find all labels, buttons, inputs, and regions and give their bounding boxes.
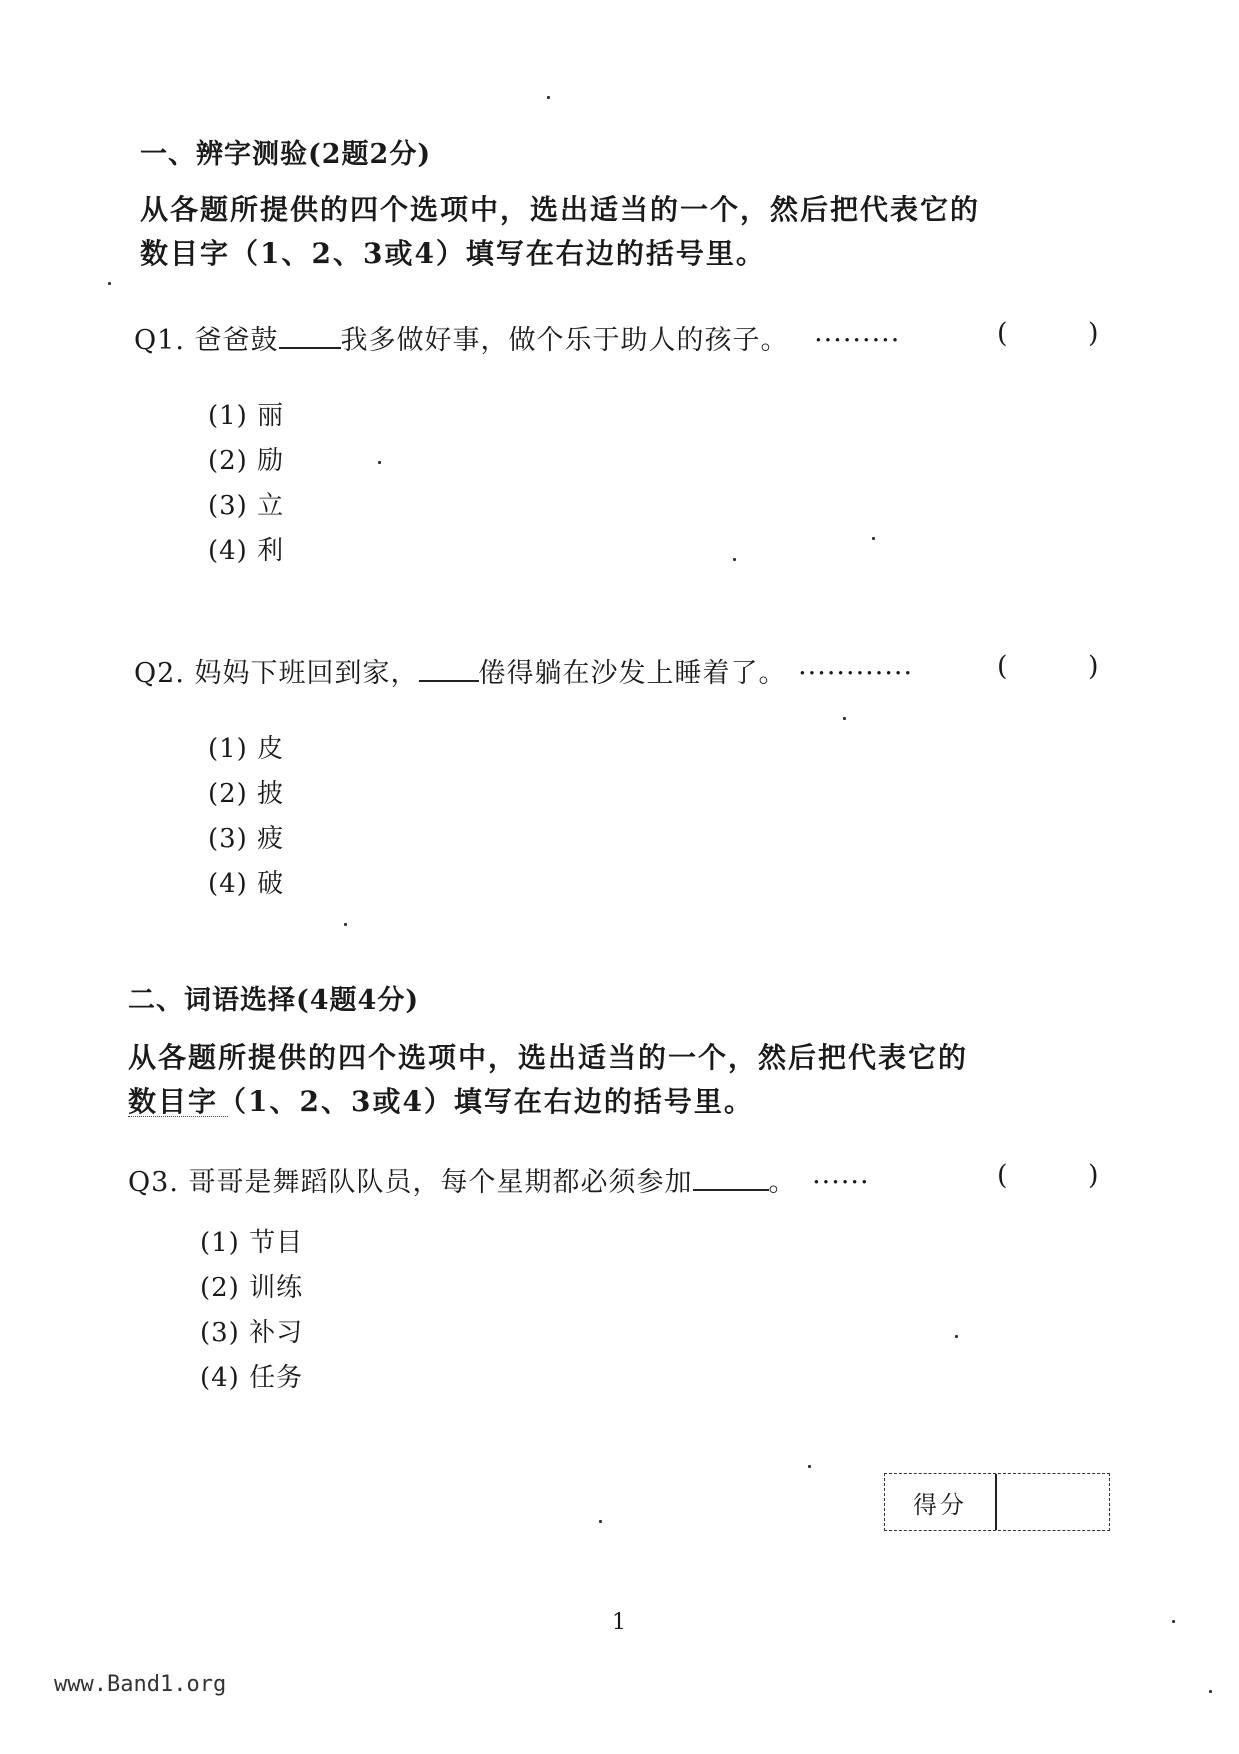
scan-speck bbox=[843, 717, 846, 720]
option-item: (4) 破 bbox=[208, 869, 285, 899]
scan-speck bbox=[344, 923, 347, 926]
question-text-after: 我多做好事，做个乐于助人的孩子。 bbox=[340, 325, 789, 356]
answer-blank bbox=[693, 1163, 769, 1191]
option-item: (1) 节目 bbox=[200, 1228, 304, 1258]
answer-blank bbox=[279, 321, 341, 349]
score-label: 得分 bbox=[885, 1474, 997, 1530]
answer-paren-open: ( bbox=[997, 1160, 1008, 1191]
scan-speck bbox=[808, 1465, 811, 1468]
option-item: (3) 立 bbox=[208, 491, 285, 521]
option-item: (1) 丽 bbox=[208, 401, 285, 431]
question-text-before: 哥哥是舞蹈队队员，每个星期都必须参加 bbox=[188, 1167, 693, 1198]
answer-paren-close: ) bbox=[1088, 1160, 1099, 1191]
question-number: Q1. bbox=[134, 325, 185, 356]
section2-title: 二、词语选择(4题4分) bbox=[128, 985, 420, 1016]
section2-instruction-line1: 从各题所提供的四个选项中，选出适当的一个，然后把代表它的 bbox=[128, 1041, 969, 1074]
scan-speck bbox=[599, 1520, 602, 1523]
option-item: (2) 披 bbox=[208, 779, 285, 809]
scan-speck bbox=[108, 282, 111, 285]
question-q3 bbox=[128, 1160, 870, 1199]
question-text-before: 爸爸鼓 bbox=[194, 325, 279, 356]
answer-blank bbox=[419, 654, 479, 682]
option-item: (4) 任务 bbox=[200, 1363, 304, 1393]
section2-instruction-line2: 数目字（1、2、3或4）填写在右边的括号里。 bbox=[128, 1085, 754, 1118]
question-q2 bbox=[134, 651, 913, 690]
page-number: 1 bbox=[612, 1610, 626, 1635]
scan-speck bbox=[1209, 1690, 1212, 1693]
question-number: Q2. bbox=[134, 658, 185, 689]
leader-dots: ········· bbox=[814, 325, 901, 356]
answer-paren-open: ( bbox=[997, 318, 1008, 349]
option-item: (3) 疲 bbox=[208, 824, 285, 854]
option-item: (3) 补习 bbox=[200, 1318, 304, 1348]
answer-paren-close: ) bbox=[1088, 651, 1099, 682]
scan-speck bbox=[378, 461, 381, 464]
underline-decoration bbox=[128, 1116, 228, 1117]
scan-speck bbox=[872, 537, 875, 540]
answer-paren-close: ) bbox=[1088, 318, 1099, 349]
section1-title: 一、辨字测验(2题2分) bbox=[140, 139, 432, 170]
option-item: (4) 利 bbox=[208, 536, 285, 566]
scan-speck bbox=[955, 1335, 958, 1338]
option-item: (2) 励 bbox=[208, 446, 285, 476]
leader-dots: ············ bbox=[798, 658, 914, 689]
score-value[interactable] bbox=[997, 1474, 1109, 1530]
scan-speck bbox=[1172, 1620, 1175, 1623]
question-text-after: 。 bbox=[768, 1167, 797, 1198]
scan-speck bbox=[547, 96, 550, 99]
question-text-after: 倦得躺在沙发上睡着了。 bbox=[478, 658, 787, 689]
question-q1 bbox=[134, 318, 900, 357]
leader-dots: ······ bbox=[812, 1167, 870, 1198]
score-box bbox=[884, 1473, 1110, 1531]
option-item: (1) 皮 bbox=[208, 734, 285, 764]
question-text-before: 妈妈下班回到家， bbox=[194, 658, 419, 689]
answer-paren-open: ( bbox=[997, 651, 1008, 682]
section1-instruction-line1: 从各题所提供的四个选项中，选出适当的一个，然后把代表它的 bbox=[140, 193, 981, 226]
question-number: Q3. bbox=[128, 1167, 179, 1198]
option-item: (2) 训练 bbox=[200, 1273, 304, 1303]
section1-instruction-line2: 数目字（1、2、3或4）填写在右边的括号里。 bbox=[140, 237, 766, 270]
scan-speck bbox=[733, 558, 736, 561]
footer-site-url: www.Band1.org bbox=[54, 1672, 227, 1697]
